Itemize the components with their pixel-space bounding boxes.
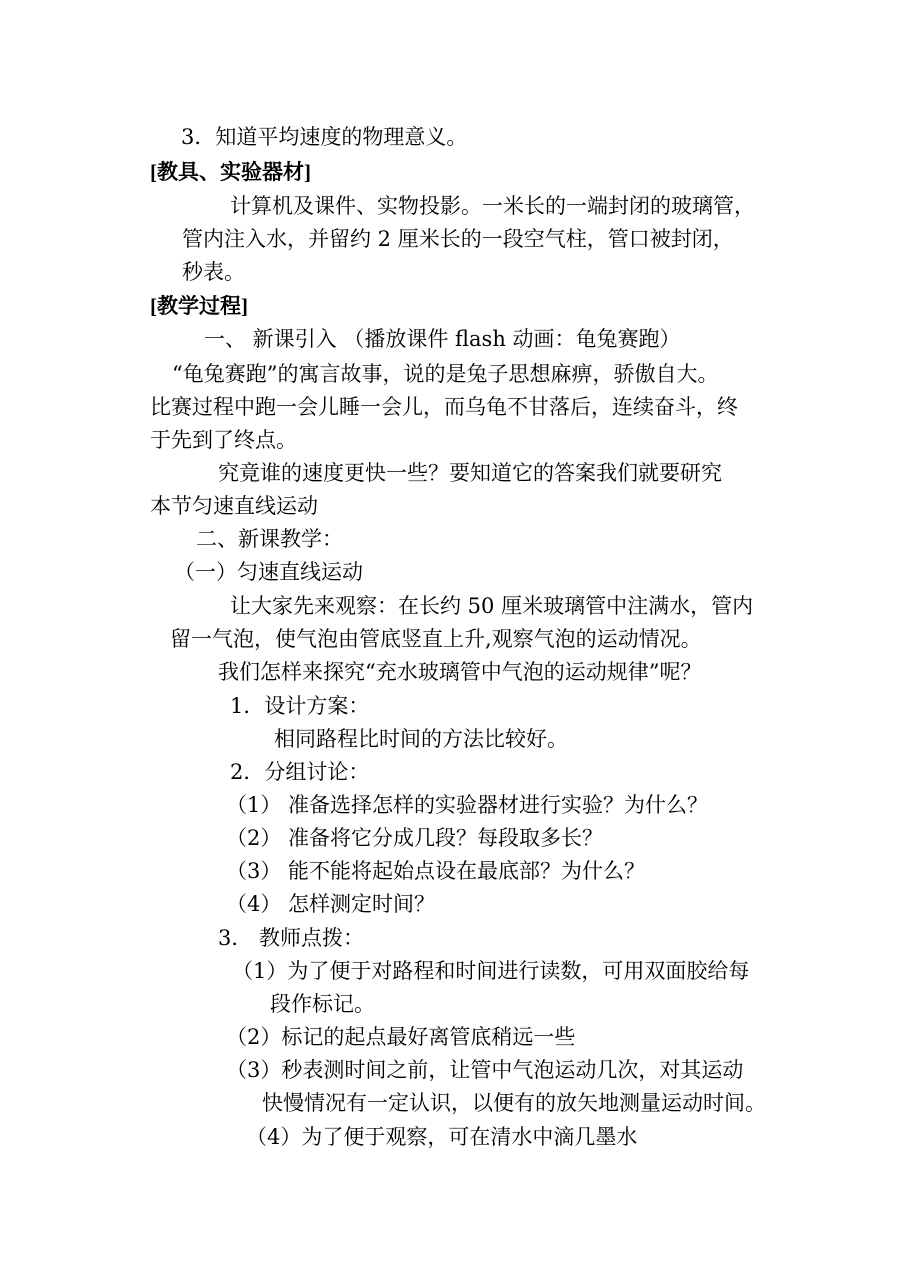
heading-equipment: [教具、实验器材]	[150, 160, 311, 184]
discuss-item-4: （4） 怎样测定时间？	[226, 892, 436, 916]
question-line-1: 究竟谁的速度更快一些？要知道它的答案我们就要研究	[218, 461, 722, 485]
heading-process: [教学过程]	[150, 294, 248, 318]
story-line-1: “龟兔赛跑”的寓言故事，说的是兔子思想麻痹，骄傲自大。	[172, 362, 719, 386]
equipment-line-2: 管内注入水，并留约 2 厘米长的一段空气柱，管口被封闭，	[182, 227, 734, 251]
observe-line-1: 让大家先来观察：在长约 50 厘米玻璃管中注满水，管内	[230, 594, 754, 618]
objective-item-3: 3．知道平均速度的物理意义。	[181, 125, 468, 149]
tip-1-line-1: （1）为了便于对路程和时间进行读数，可用双面胶给每	[232, 959, 750, 983]
step-3-title: 3． 教师点拨：	[218, 926, 365, 950]
tip-3-line-2: 快慢情况有一定认识，以便有的放矢地测量运动时间。	[262, 1091, 766, 1115]
subsection-1-title: （一）匀速直线运动	[174, 560, 363, 584]
tip-3-line-1: （3）秒表测时间之前，让管中气泡运动几次，对其运动	[226, 1058, 744, 1082]
step-2-title: 2．分组讨论：	[230, 760, 370, 784]
step-1-text: 相同路程比时间的方法比较好。	[274, 727, 568, 751]
tip-2: （2）标记的起点最好离管底稍远一些	[226, 1025, 576, 1049]
discuss-item-2: （2） 准备将它分成几段？每段取多长？	[226, 826, 604, 850]
question-line-2: 本节匀速直线运动	[150, 494, 318, 518]
section-1-title: 一、 新课引入 （播放课件 flash 动画：龟兔赛跑）	[204, 327, 681, 351]
section-2-title: 二、新课教学：	[196, 527, 343, 551]
explore-question: 我们怎样来探究“充水玻璃管中气泡的运动规律”呢？	[218, 660, 702, 684]
story-line-2: 比赛过程中跑一会儿睡一会儿，而乌龟不甘落后，连续奋斗，终	[150, 395, 738, 419]
discuss-item-1: （1） 准备选择怎样的实验器材进行实验？为什么？	[226, 793, 709, 817]
equipment-line-3: 秒表。	[182, 260, 245, 284]
observe-line-2: 留一气泡，使气泡由管底竖直上升,观察气泡的运动情况。	[170, 627, 702, 651]
tip-1-line-2: 段作标记。	[270, 992, 375, 1016]
equipment-line-1: 计算机及课件、实物投影。一米长的一端封闭的玻璃管，	[230, 194, 755, 218]
discuss-item-3: （3） 能不能将起始点设在最底部？为什么？	[226, 859, 646, 883]
step-1-title: 1．设计方案：	[230, 694, 370, 718]
story-line-3: 于先到了终点。	[150, 428, 297, 452]
tip-4: （4）为了便于观察，可在清水中滴几墨水	[246, 1125, 638, 1149]
